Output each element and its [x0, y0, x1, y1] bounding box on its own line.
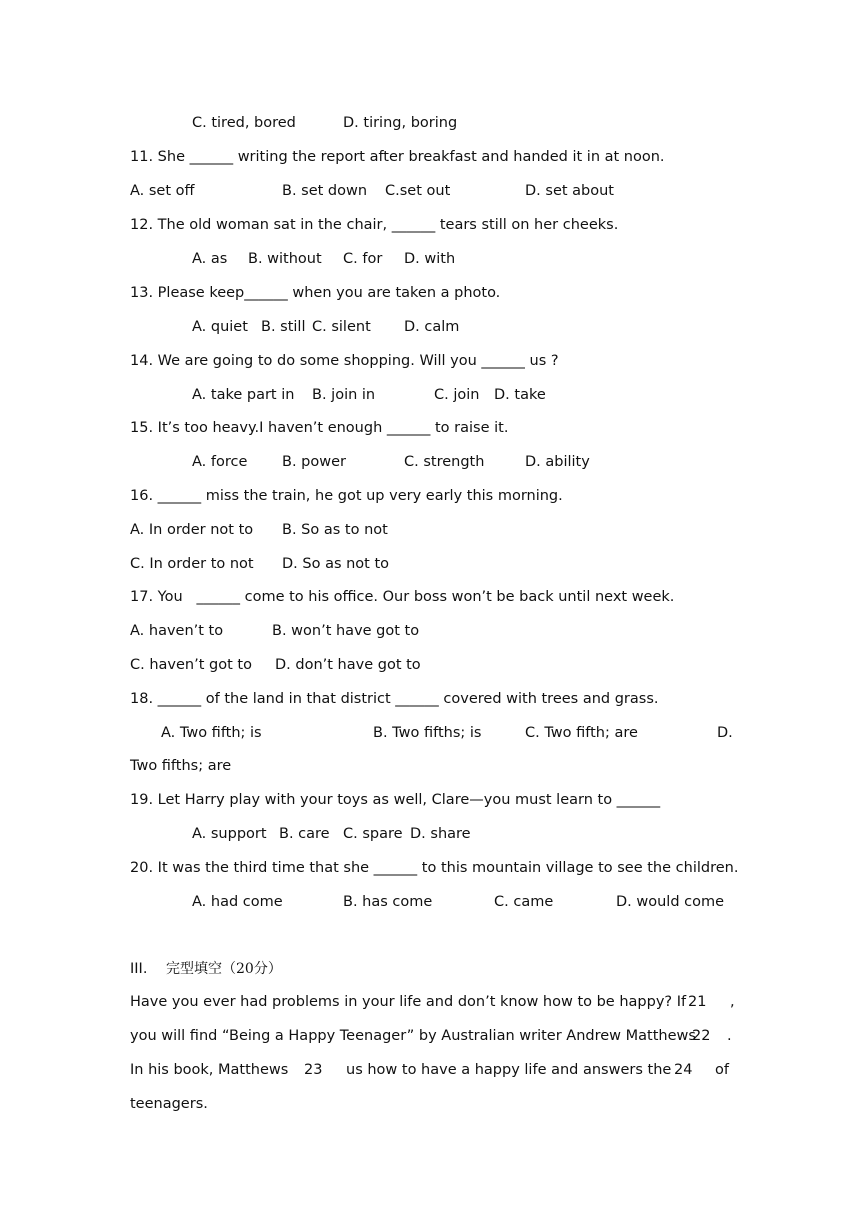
passage-text: Have you ever had problems in your life and don’t know how to be happy? If [130, 994, 687, 1010]
q13-options [0, 318, 860, 336]
option-d: D. tiring, boring [343, 115, 458, 131]
option-b: B. power [282, 454, 346, 470]
option-a: A. In order not to [130, 522, 254, 538]
option-d: D. would come [616, 894, 725, 910]
option-b: B. set down [282, 183, 368, 199]
option-d: D. ability [525, 454, 590, 470]
q18-options [0, 724, 860, 742]
q20-options [0, 893, 860, 911]
passage-text: you will find “Being a Happy Teenager” by Australian writer Andrew Matthews [130, 1028, 696, 1044]
section-number: III. [130, 961, 148, 977]
question-11: 11. She ______ writing the report after breakfast and handed it in at noon. [130, 149, 665, 165]
passage-line-4: teenagers. [130, 1096, 208, 1112]
q11-options [0, 182, 860, 200]
q14-options [0, 386, 860, 404]
option-c: C. In order to not [130, 556, 254, 572]
option-b: B. care [279, 826, 330, 842]
option-a: A. Two fifth; is [161, 725, 262, 741]
option-b: B. has come [343, 894, 433, 910]
option-c: C. haven’t got to [130, 657, 252, 673]
passage-text: of [715, 1062, 729, 1078]
q19-options [0, 825, 860, 843]
option-b: B. join in [312, 387, 376, 403]
option-a: A. haven’t to [130, 623, 224, 639]
section-heading [0, 960, 860, 978]
option-c: C. join [434, 387, 480, 403]
option-d-text: Two fifths; are [130, 758, 232, 774]
blank-number: 24 [674, 1062, 693, 1078]
passage-line-1 [0, 993, 860, 1011]
q12-options [0, 250, 860, 268]
option-b: B. won’t have got to [272, 623, 420, 639]
option-b: B. without [248, 251, 322, 267]
option-a: A. had come [192, 894, 283, 910]
option-d-label: D. [717, 725, 733, 741]
option-a: A. support [192, 826, 267, 842]
option-d: D. with [404, 251, 456, 267]
passage-line-3 [0, 1061, 860, 1079]
question-18: 18. ______ of the land in that district ______ covered with trees and grass. [130, 691, 659, 707]
option-c: C. Two fifth; are [525, 725, 638, 741]
q16-options-ab [0, 521, 860, 539]
blank-number: 23 [304, 1062, 323, 1078]
section-title: 完型填空（20分） [166, 961, 282, 977]
option-c: C. tired, bored [192, 115, 296, 131]
option-d: D. take [494, 387, 546, 403]
blank-number: 21 [688, 994, 707, 1010]
option-a: A. force [192, 454, 248, 470]
question-14: 14. We are going to do some shopping. Will you ______ us ? [130, 353, 559, 369]
option-d: D. share [410, 826, 471, 842]
option-a: A. quiet [192, 319, 248, 335]
option-a: A. take part in [192, 387, 295, 403]
punctuation: , [730, 994, 735, 1010]
question-19: 19. Let Harry play with your toys as well, Clare—you must learn to ______ [130, 792, 661, 808]
option-b: B. So as to not [282, 522, 388, 538]
passage-text: us how to have a happy life and answers the [346, 1062, 672, 1078]
q17-options-cd [0, 656, 860, 674]
question-20: 20. It was the third time that she ______ to this mountain village to see the children. [130, 860, 739, 876]
question-15: 15. It’s too heavy.I haven’t enough ______ to raise it. [130, 420, 509, 436]
q16-options-cd [0, 555, 860, 573]
option-c: C.set out [385, 183, 451, 199]
option-d: D. calm [404, 319, 460, 335]
option-d: D. set about [525, 183, 614, 199]
option-a: A. as [192, 251, 228, 267]
option-c: C. spare [343, 826, 403, 842]
q10-options [0, 114, 860, 132]
blank-number: 22 [692, 1028, 711, 1044]
question-17: 17. You ______ come to his office. Our boss won’t be back until next week. [130, 589, 675, 605]
question-12: 12. The old woman sat in the chair, ______ tears still on her cheeks. [130, 217, 619, 233]
q15-options [0, 453, 860, 471]
option-c: C. silent [312, 319, 371, 335]
punctuation: . [727, 1028, 732, 1044]
option-d: D. So as not to [282, 556, 390, 572]
question-16: 16. ______ miss the train, he got up very early this morning. [130, 488, 563, 504]
q17-options-ab [0, 622, 860, 640]
option-c: C. came [494, 894, 554, 910]
question-13: 13. Please keep______ when you are taken a photo. [130, 285, 501, 301]
option-d: D. don’t have got to [275, 657, 421, 673]
passage-text: In his book, Matthews [130, 1062, 289, 1078]
passage-line-2 [0, 1027, 860, 1045]
option-b: B. Two fifths; is [373, 725, 482, 741]
option-c: C. for [343, 251, 383, 267]
option-c: C. strength [404, 454, 485, 470]
option-b: B. still [261, 319, 306, 335]
option-a: A. set off [130, 183, 195, 199]
